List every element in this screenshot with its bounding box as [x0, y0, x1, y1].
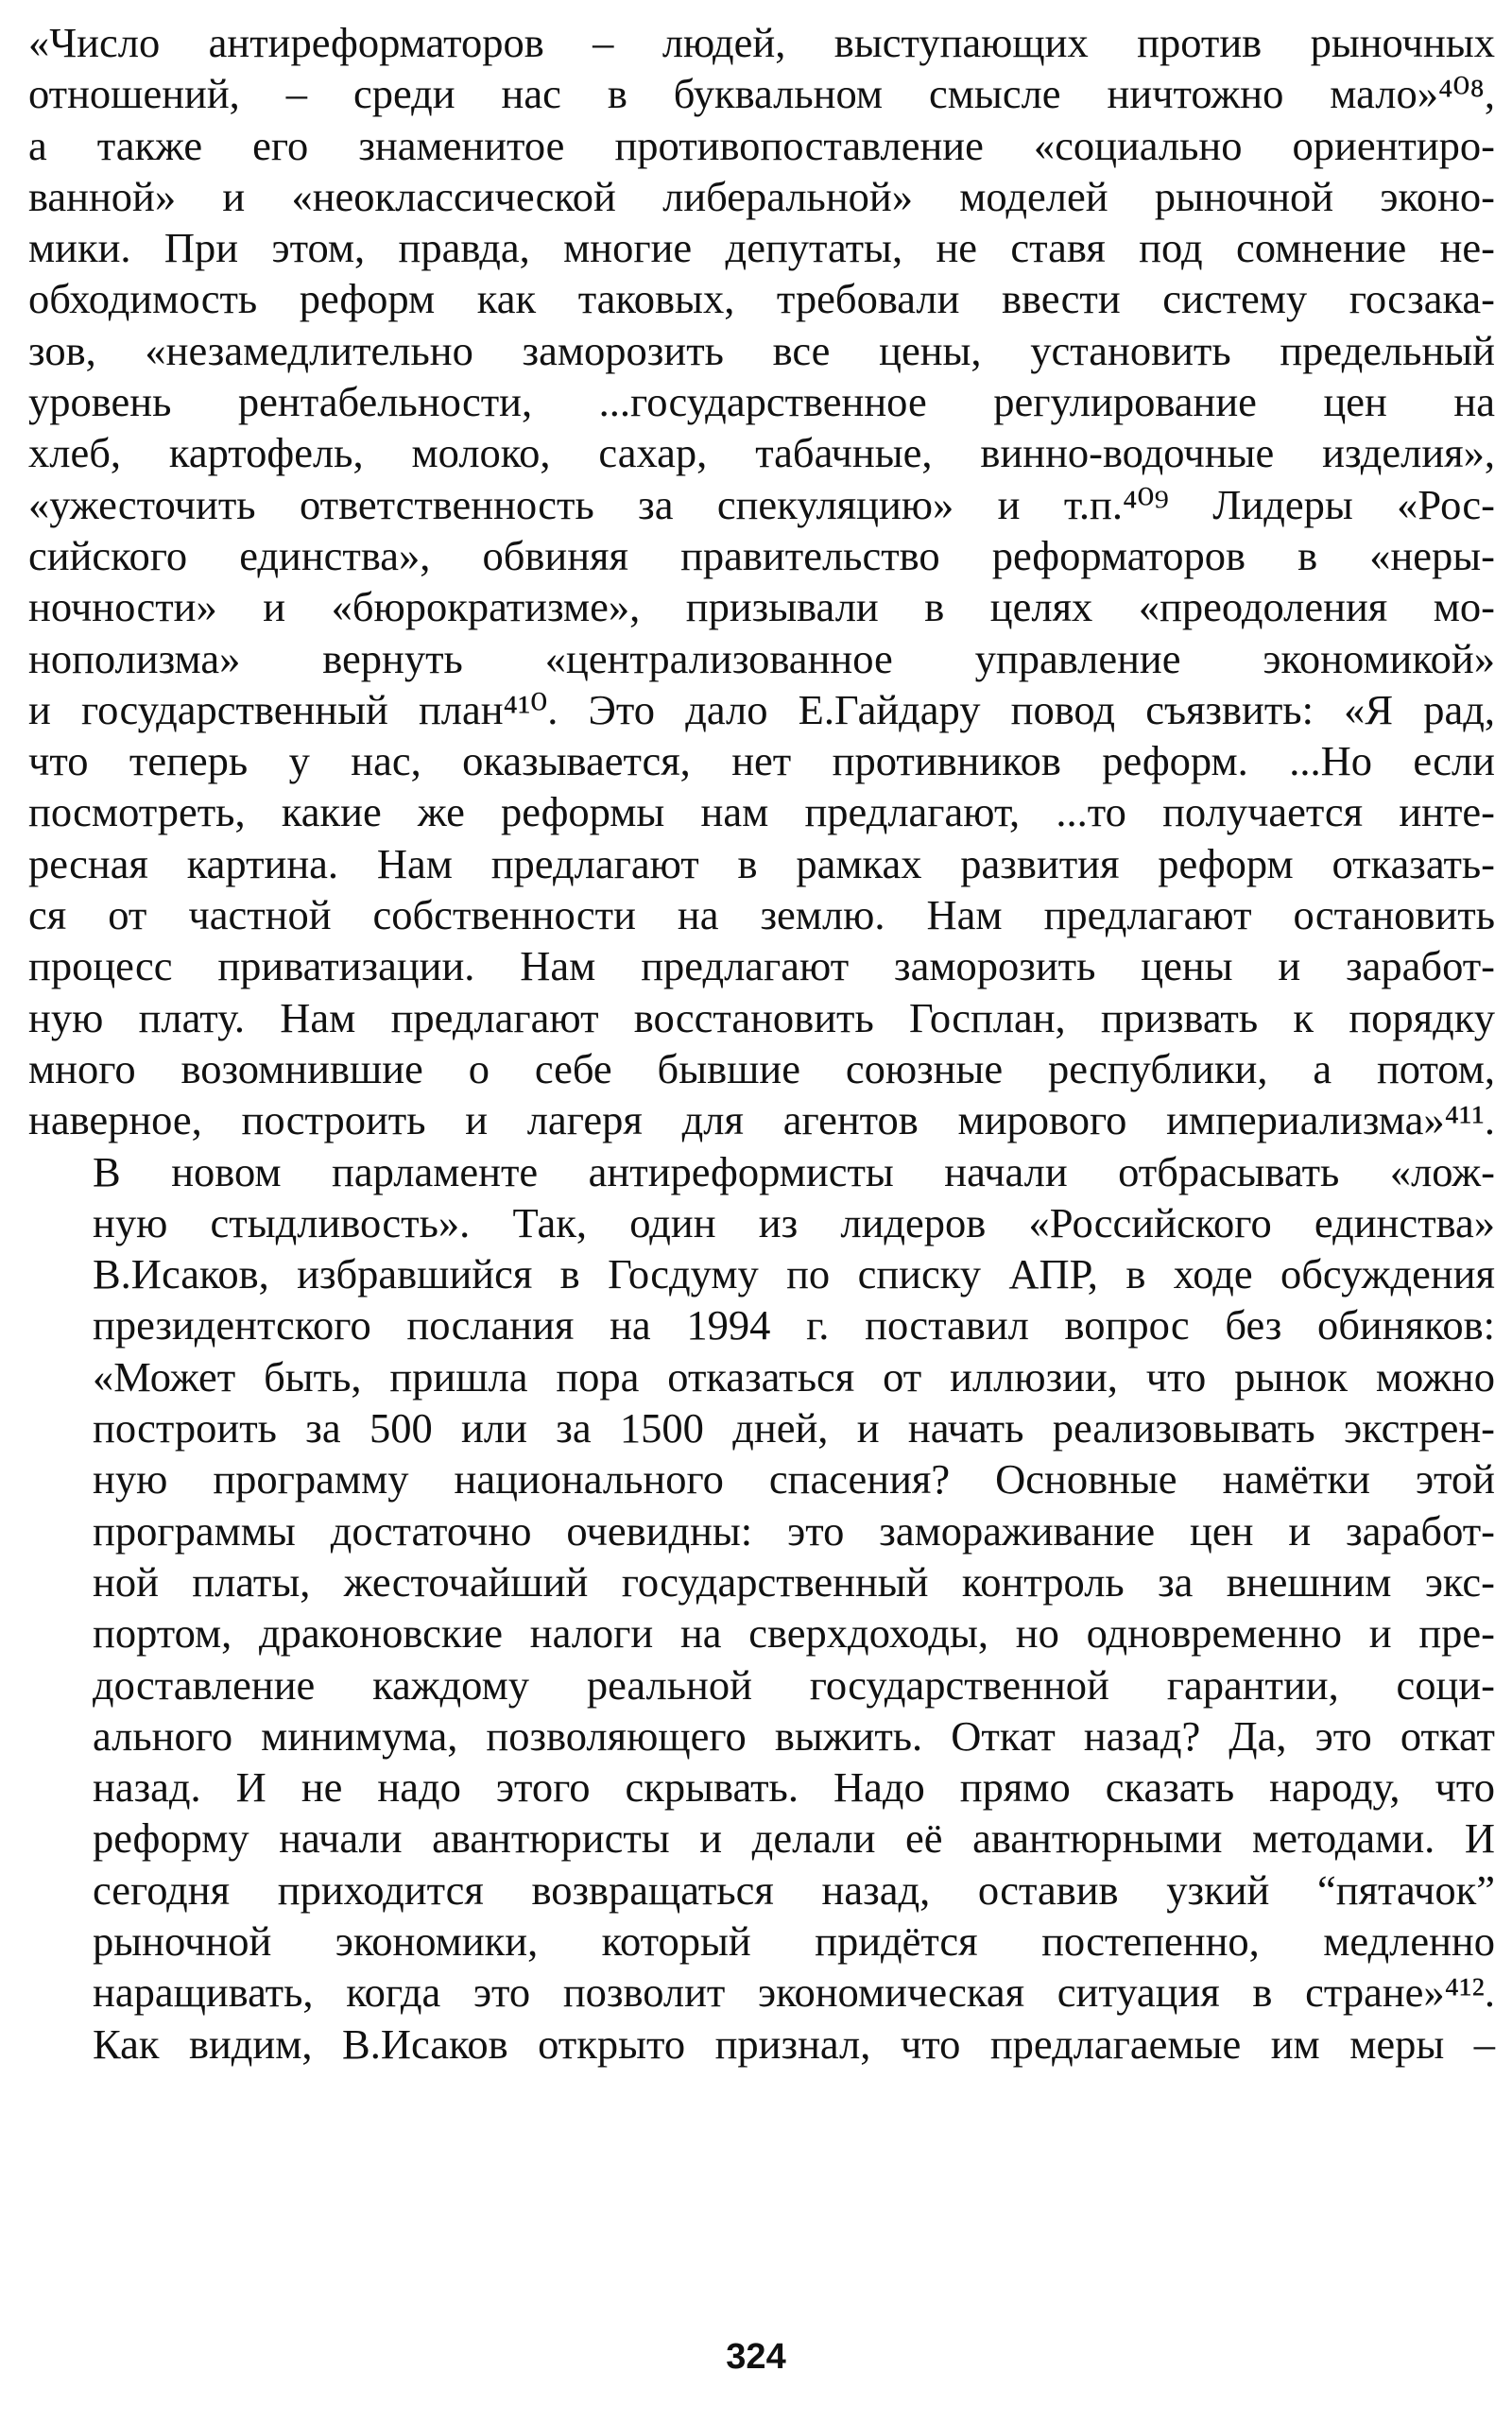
text-line: ресная картина. Нам предлагают в рамках развития реформ отказать- — [28, 839, 1495, 887]
text-line: портом, драконовские налоги на сверхдоходы, но одновременно и пре- — [93, 1609, 1495, 1658]
text-line: нополизма» вернуть «централизованное управление экономикой» — [28, 634, 1495, 682]
text-line: посмотреть, какие же реформы нам предлагают, ...то получается инте- — [28, 788, 1495, 836]
text-line: построить за 500 или за 1500 дней, и начать реализовывать экстрен- — [93, 1404, 1495, 1452]
text-line: что теперь у нас, оказывается, нет противников реформ. ...Но если — [28, 737, 1495, 785]
text-line: обходимость реформ как таковых, требовали ввести систему госзака- — [28, 275, 1495, 323]
text-line: ся от частной собственности на землю. Нам предлагают остановить — [28, 891, 1495, 939]
text-line: назад. И не надо этого скрывать. Надо прямо сказать народу, что — [93, 1763, 1495, 1812]
text-line: мики. При этом, правда, многие депутаты, не ставя под сомнение не- — [28, 224, 1495, 272]
page-body — [28, 17, 1495, 2070]
text-line: доставление каждому реальной государственной гарантии, соци- — [93, 1660, 1495, 1709]
text-line: ночности» и «бюрократизме», призывали в целях «преодоления мо- — [28, 583, 1495, 631]
text-line: В новом парламенте антиреформисты начали отбрасывать «лож- — [93, 1147, 1495, 1195]
paragraph-1 — [28, 17, 1495, 1146]
text-line: отношений, – среди нас в буквальном смысле ничтожно мало»⁴⁰⁸, — [28, 70, 1495, 118]
text-line: ную программу национального спасения? Основные намётки этой — [93, 1455, 1495, 1504]
text-line: «Может быть, пришла пора отказаться от иллюзии, что рынок можно — [93, 1352, 1495, 1401]
text-line: В.Исаков, избравшийся в Госдуму по списку АПР, в ходе обсуждения — [93, 1250, 1495, 1298]
page-number: 324 — [726, 2337, 786, 2377]
text-line: и государственный план⁴¹⁰. Это дало Е.Гайдару повод съязвить: «Я рад, — [28, 685, 1495, 733]
text-line: процесс приватизации. Нам предлагают заморозить цены и заработ- — [28, 942, 1495, 990]
text-line: ванной» и «неоклассической либеральной» моделей рыночной эконо- — [28, 172, 1495, 220]
text-line: программы достаточно очевидны: это замораживание цен и заработ- — [93, 1506, 1495, 1555]
text-line: наверное, построить и лагеря для агентов мирового империализма»⁴¹¹. — [28, 1096, 1495, 1144]
text-line: президентского послания на 1994 г. поставил вопрос без обиняков: — [93, 1301, 1495, 1349]
text-line: зов, «незамедлительно заморозить все цены, установить предельный — [28, 326, 1495, 374]
text-line: ную плату. Нам предлагают восстановить Госплан, призвать к порядку — [28, 993, 1495, 1041]
text-line: ную стыдливость». Так, один из лидеров «Российского единства» — [93, 1198, 1495, 1246]
text-line: сегодня приходится возвращаться назад, оставив узкий “пятачок” — [93, 1865, 1495, 1914]
text-line: уровень рентабельности, ...государственное регулирование цен на — [28, 378, 1495, 426]
text-line: «ужесточить ответственность за спекуляцию» и т.п.⁴⁰⁹ Лидеры «Рос- — [28, 480, 1495, 528]
text-line: а также его знаменитое противопоставление «социально ориентиро- — [28, 121, 1495, 169]
text-line: хлеб, картофель, молоко, сахар, табачные, винно-водочные изделия», — [28, 429, 1495, 477]
text-line: наращивать, когда это позволит экономическая ситуация в стране»⁴¹². — [93, 1968, 1495, 2017]
text-line: реформу начали авантюристы и делали её авантюрными методами. И — [93, 1814, 1495, 1863]
text-line: ной платы, жесточайший государственный контроль за внешним экс- — [93, 1557, 1495, 1606]
text-line: рыночной экономики, который придётся постепенно, медленно — [93, 1916, 1495, 1965]
text-line: Как видим, В.Исаков открыто признал, что предлагаемые им меры – — [93, 2019, 1495, 2068]
text-line: ального минимума, позволяющего выжить. Откат назад? Да, это откат — [93, 1711, 1495, 1760]
text-line: много возомнившие о себе бывшие союзные республики, а потом, — [28, 1044, 1495, 1092]
paragraph-2 — [28, 1146, 1495, 2070]
text-line: «Число антиреформаторов – людей, выступающих против рыночных — [28, 19, 1495, 66]
text-line: сийского единства», обвиняя правительство реформаторов в «неры- — [28, 531, 1495, 579]
